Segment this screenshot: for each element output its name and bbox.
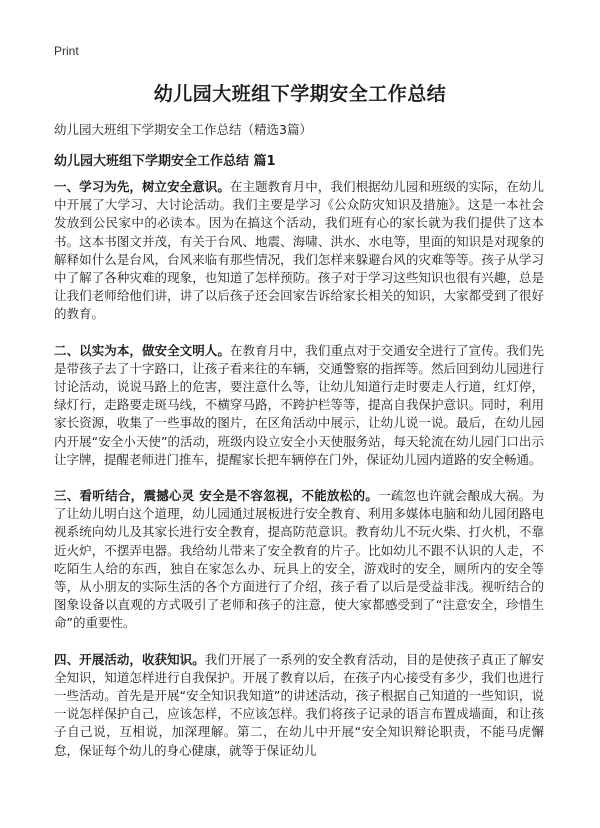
section-heading: 幼儿园大班组下学期安全工作总结 篇1 <box>54 154 276 169</box>
document-title: 幼儿园大班组下学期安全工作总结 <box>153 83 447 105</box>
document-body <box>54 178 544 778</box>
paragraph-3-text: 一疏忽也许就会酿成大祸。为了让幼儿明白这个道理，幼儿园通过展板进行安全教育、利用多媒体电脑和幼儿园闭路电视系统向幼儿及其家长进行安全教育，提高防范意识。教育幼儿不玩火柴、打火机，不靠近火炉，不摆弄电器。我给幼儿带来了安全教育的片子。比如幼儿不跟不认识的人走，不吃陌生人给的东西，独自在家怎么办、玩具上的安全，游戏时的安全，厕所内的安全等等，从小朋友的实际生活的各个方面进行了介绍，孩子看了以后是受益非浅。视听结合的图象设备以直观的方式吸引了老师和孩子的注意，使大家都感受到了“注意安全，珍惜生命”的重要性。 <box>54 488 544 631</box>
paragraph-4 <box>54 651 544 760</box>
paragraph-1-text: 在主题教育月中，我们根据幼儿园和班级的实际，在幼儿中开展了大学习、大讨论活动。我们主要是学习《公众防灾知识及措施》。这是一本社会发放到公民家中的必读本。因为在搞这个活动，我们班有心的家长就为我们提供了这本书。这本书图文并茂，有关于台风、地震、海啸、洪水、水电等，里面的知识是对现象的解释如什么是台风，台风来临有那些情况，我们怎样来躲避台风的灾难等等。孩子从学习中了解了各种灾难的现象，也知道了怎样预防。孩子对于学习这些知识也很有兴趣，总是让我们老师给他们讲，讲了以后孩子还会回家告诉给家长相关的知识，大家都受到了很好的教育。 <box>54 179 544 322</box>
paragraph-3 <box>54 487 544 633</box>
paragraph-4-text: 我们开展了一系列的安全教育活动，目的是使孩子真正了解安全知识，知道怎样进行自我保护。开展了教育以后，在孩子内心接受有多少，我们也进行一些活动。首先是开展“安全知识我知道”的讲述活动，孩子根据自己知道的一些知识，说一说怎样保护自己，应该怎样，不应该怎样。我们将孩子记录的语言布置成墙面，和让孩子自己说，互相说，加深理解。第二，在幼儿中开展“安全知识辩论职责，不能马虎懈怠，保证每个幼儿的身心健康，就等于保证幼儿 <box>54 651 544 758</box>
paragraph-2-lead: 二、以实为本，做安全文明人。 <box>54 342 230 358</box>
paragraph-2 <box>54 342 544 469</box>
paragraph-1 <box>54 178 544 324</box>
print-link[interactable]: Print <box>54 44 79 58</box>
paragraph-4-lead: 四、开展活动，收获知识。 <box>54 651 205 667</box>
document-subtitle: 幼儿园大班组下学期安全工作总结（精选3篇） <box>54 122 312 137</box>
paragraph-1-lead: 一、学习为先，树立安全意识。 <box>54 179 230 194</box>
paragraph-2-text: 在教育月中，我们重点对于交通安全进行了宣传。我们先是带孩子去了十字路口，让孩子看来往的车辆，交通警察的指挥等。然后回到幼儿园进行讨论活动，说说马路上的危害，要注意什么等，让幼儿知道行走时要走人行道，红灯停，绿灯行，走路要走斑马线，不横穿马路，不跨护栏等等，提高自我保护意识。同时，利用家长资源，收集了一些事故的图片，在区角活动中展示，让幼儿说一说。最后，在幼儿园内开展“安全小天使”的活动，班级内设立安全小天使服务站，每天轮流在幼儿园门口出示让字牌，提醒老师进门推车，提醒家长把车辆停在门外，保证幼儿园内道路的安全畅通。 <box>54 342 544 467</box>
paragraph-3-lead: 三、看听结合，震撼心灵 安全是不容忽视，不能放松的。 <box>54 488 379 504</box>
